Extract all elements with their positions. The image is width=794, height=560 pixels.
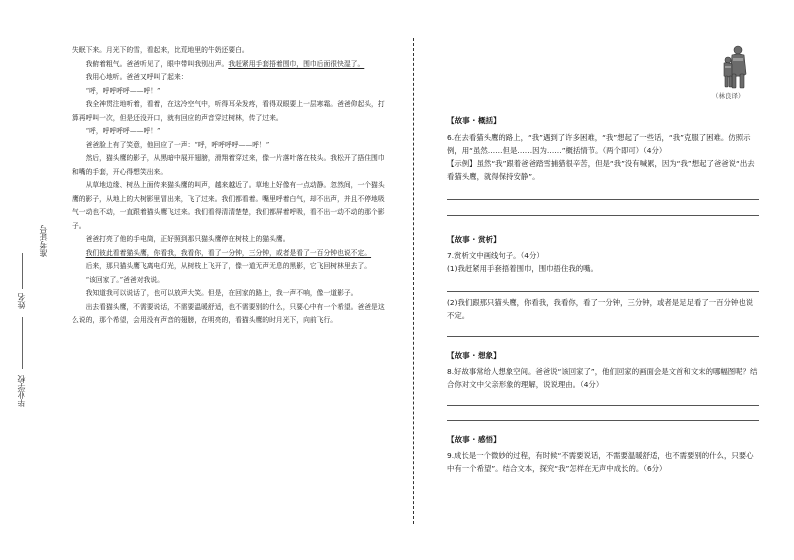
question-8-text: 8.好故事常给人想象空间。爸爸说“该回家了”，他们回家的画面会是文首和文末的哪幅图呢？结合你对文中父亲形象的理解，说说理由。（4分） [447, 367, 758, 389]
school-label: 毕业学校 [17, 375, 26, 407]
translator-credit: （林良译） [712, 92, 745, 100]
section-heading-imagination: 【故事 · 想象】 [447, 351, 501, 360]
section-heading-reflection: 【故事 · 感悟】 [447, 435, 501, 444]
question-7-part-2: (2)我们跟那只猫头鹰，你看我，我看你，看了一分钟，三分钟，或者是足足看了一百分钟也说不定。 [447, 298, 754, 320]
questions-section [447, 114, 759, 475]
story-paragraph-2: 我俯着粗气。爸爸听见了，眼中带叫我别出声。我赶紧用手套捂着围巾，围巾后面很快湿了。 [85, 59, 365, 68]
answer-line[interactable] [447, 336, 759, 337]
story-paragraph-5: 我全神贯注地听着，看着，在这冷空气中，听得耳朵发疼，看得双眼要上一层寒霜。爸爸仰起头，打算再呼叫一次，但是还没开口，就有回应的声音穿过树林，传了过来。 [72, 100, 385, 122]
answer-line[interactable] [447, 291, 759, 292]
exam-no-label: 准考证号 [39, 225, 48, 257]
name-field[interactable] [22, 253, 23, 289]
question-6-text: 6.在去看猫头鹰的路上，“我”遇到了许多困难，“我”想起了一些话，“我”克服了困难。仿照示例，用“虽然……但是……因为……”概括情节。（两个即可）（4分） [447, 133, 751, 155]
story-paragraph-6: “呼，呼呼呼呼——呼！” [85, 127, 161, 135]
story-paragraph-15: 出去看猫头鹰，不需要说话，不需要温暖舒适，也不需要别的什么，只要心中有一个希望。爸爸是这么说的，那个希望，会用没有声音的翅膀，在明亮的，看猫头鹰的时月光下，向前飞行。 [72, 302, 385, 324]
question-9-text: 9.成长是一个微妙的过程，有时候“不需要说话，不需要温暖舒适，也不需要别的什么，只要心中有一个希望”。结合文本，探究“我”怎样在无声中成长的。（6分） [447, 451, 754, 473]
story-paragraph-3: 我用心地听。爸爸又呼叫了起来： [85, 73, 188, 81]
section-heading-appreciation: 【故事 · 赏析】 [447, 235, 501, 244]
father-child-illustration [718, 44, 752, 90]
answer-line[interactable] [447, 199, 759, 200]
story-paragraph-7: 爸爸脸上有了笑意，他回应了一声：“呼，呼呼呼呼——呼！” [85, 140, 270, 149]
story-paragraph-14: 我知道我可以说话了，也可以放声大笑。但是，在回家的路上，我一声不响，像一道影子。 [85, 289, 358, 297]
name-label: 姓名 [17, 293, 26, 309]
question-6-example: 【示例】虽然“我”跟着爸爸踏雪捕猎很辛苦，但是“我”没有喊累，因为“我”想起了爸爸说“出去看猫头鹰，就得保持安静”。 [447, 159, 755, 181]
underlined-sentence-2: 我们彼此看着猫头鹰，你看我，我看你，看了一分钟，三分钟，或者是看了一百分钟也说不定。 [85, 248, 372, 257]
story-paragraph-9: 从草地边缘、树丛上面传来猫头鹰的叫声，越来越近了。草地上好像有一点动静。忽然间，一个猫头鹰的影子，从地上的大树影里冒出来，飞了过来。我们都看着。嘴里呼着白气，却不出声，并且不停地吸气一动也不动，一直跟着猫头鹰飞过来。我们看得清清楚楚，我们都屏着呼吸，看不出一动不动的那个影子。 [72, 181, 385, 230]
answer-line[interactable] [447, 215, 759, 216]
underlined-sentence-1: 我赶紧用手套捂着围巾，围巾后面很快湿了。 [228, 59, 365, 68]
story-paragraph-12: 后来，那只猫头鹰飞离电灯光，从树枝上飞开了，像一道无声无息的黑影，它飞回树林里去了。 [85, 262, 372, 270]
binding-margin [14, 225, 48, 435]
answer-line[interactable] [447, 405, 759, 406]
story-paragraph-10: 爸爸打亮了他的手电筒，正好照到那只猫头鹰停在树枝上的猫头鹰。 [85, 235, 290, 243]
story-text [72, 44, 390, 328]
story-paragraph-1: 失眠下来。月光下的雪，看起来，比荒地里的牛奶还要白。 [72, 46, 249, 54]
fold-divider [413, 38, 414, 524]
story-paragraph-13: “该回家了。”爸爸对我说。 [85, 275, 164, 284]
question-7-part-1: (1)我赶紧用手套捂着围巾，围巾捂住我的嘴。 [447, 264, 598, 273]
question-7-text: 7.赏析文中画线句子。（4分） [447, 251, 544, 260]
story-paragraph-4: “呼，呼呼呼呼——呼！” [85, 86, 161, 95]
answer-line[interactable] [447, 420, 759, 421]
school-field[interactable] [22, 317, 23, 369]
story-paragraph-8: 然后，猫头鹰的影子，从黑暗中展开翅膀，滑翔着穿过来，像一片落叶落在枝头。我松开了捂住围巾和嘴的手套，开心得想笑出来。 [72, 154, 385, 176]
section-heading-summary: 【故事 · 概括】 [447, 116, 501, 125]
